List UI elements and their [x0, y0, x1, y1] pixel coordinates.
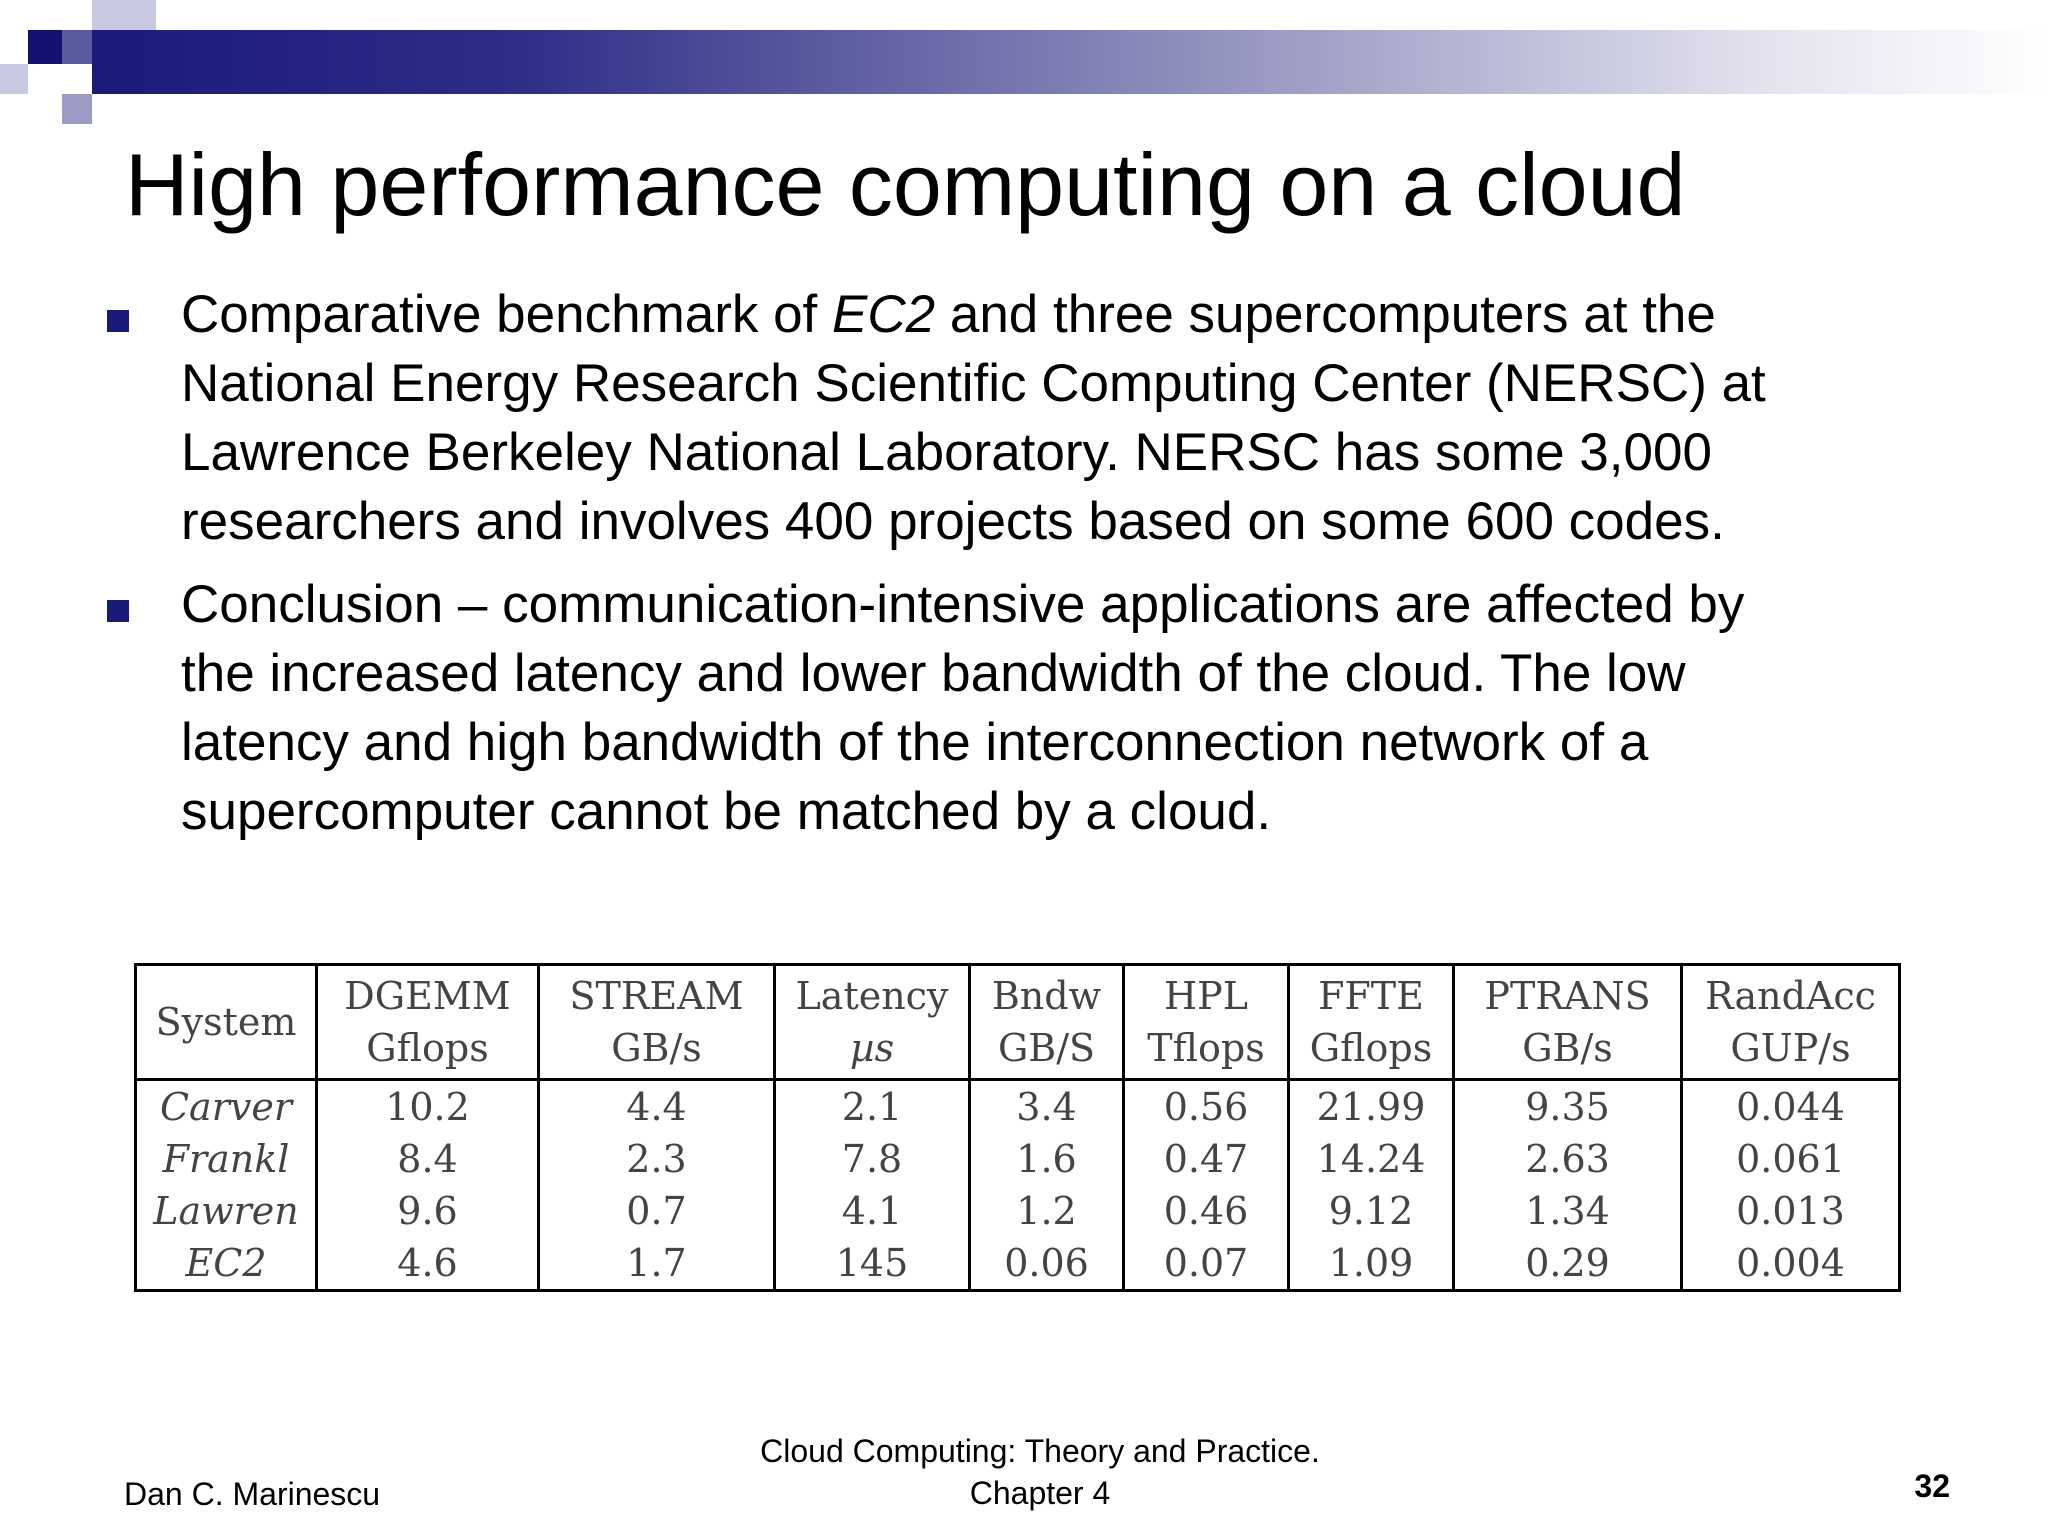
table-row — [136, 1133, 1900, 1185]
bullet-line: the increased latency and lower bandwidth of the cloud. The low — [181, 644, 1686, 703]
bullet-line: latency and high bandwidth of the interconnection network of a — [181, 713, 1649, 772]
bullet-line — [181, 280, 2005, 349]
table-cell-system: Carver — [136, 1080, 317, 1134]
table-cell: 3.4 — [970, 1080, 1124, 1134]
table-cell: 21.99 — [1289, 1080, 1454, 1134]
bullet-line: researchers and involves 400 projects based on some 600 codes. — [181, 492, 1725, 551]
table-header-cell: FFTE Gflops — [1289, 965, 1454, 1080]
table-row — [136, 1185, 1900, 1237]
table-cell: 0.004 — [1682, 1237, 1900, 1291]
table-cell: 0.46 — [1124, 1185, 1289, 1237]
bullet-item — [105, 280, 2005, 556]
table-cell: 14.24 — [1289, 1133, 1454, 1185]
page-number: 32 — [1914, 1468, 1950, 1504]
table-header-cell: DGEMM Gflops — [317, 965, 539, 1080]
table-row — [136, 1237, 1900, 1291]
text-run: and three supercomputers at the — [935, 285, 1716, 344]
table-cell: 9.12 — [1289, 1185, 1454, 1237]
table-cell: 0.47 — [1124, 1133, 1289, 1185]
table-cell: 4.4 — [539, 1080, 775, 1134]
header-decor-square — [92, 0, 156, 30]
table-cell: 7.8 — [775, 1133, 970, 1185]
table-cell: 0.56 — [1124, 1080, 1289, 1134]
header-decor-square — [62, 30, 92, 64]
header-decor-square — [28, 30, 62, 64]
table-cell: 1.2 — [970, 1185, 1124, 1237]
bullet-line: National Energy Research Scientific Computing Center (NERSC) at — [181, 354, 1766, 413]
table-cell-system: Frankl — [136, 1133, 317, 1185]
footer-book-line: Cloud Computing: Theory and Practice. — [760, 1433, 1320, 1469]
table-header-cell: PTRANS GB/s — [1454, 965, 1682, 1080]
slide-title: High performance computing on a cloud — [125, 135, 1686, 234]
table-header-row — [136, 965, 1900, 1080]
table-cell: 1.6 — [970, 1133, 1124, 1185]
bullet-square-icon — [107, 310, 129, 332]
table-header-cell: HPL Tflops — [1124, 965, 1289, 1080]
header-gradient-bar — [92, 30, 2048, 94]
table-cell: 1.34 — [1454, 1185, 1682, 1237]
benchmark-table — [134, 963, 1901, 1292]
table-cell: 8.4 — [317, 1133, 539, 1185]
table-cell: 10.2 — [317, 1080, 539, 1134]
bullet-list — [105, 280, 2005, 860]
table-cell-system: Lawren — [136, 1185, 317, 1237]
footer-book-title — [690, 1430, 1390, 1514]
table-cell: 0.06 — [970, 1237, 1124, 1291]
bullet-line: supercomputer cannot be matched by a cloud. — [181, 782, 1272, 841]
table-header-cell: Latency µs — [775, 965, 970, 1080]
table-cell-system: EC2 — [136, 1237, 317, 1291]
table-cell: 0.061 — [1682, 1133, 1900, 1185]
table-cell: 145 — [775, 1237, 970, 1291]
table-cell: 9.35 — [1454, 1080, 1682, 1134]
footer-chapter: Chapter 4 — [969, 1475, 1111, 1511]
table-header-cell: RandAcc GUP/s — [1682, 965, 1900, 1080]
table-cell: 2.1 — [775, 1080, 970, 1134]
table-cell: 4.1 — [775, 1185, 970, 1237]
table-header-cell: STREAM GB/s — [539, 965, 775, 1080]
table-cell: 2.63 — [1454, 1133, 1682, 1185]
emphasis-ec2: EC2 — [832, 285, 936, 344]
table-cell: 0.7 — [539, 1185, 775, 1237]
bullet-line: Lawrence Berkeley National Laboratory. NERSC has some 3,000 — [181, 423, 1712, 482]
table-cell: 0.07 — [1124, 1237, 1289, 1291]
header-decor-square — [62, 94, 92, 124]
footer-author: Dan C. Marinescu — [124, 1476, 381, 1512]
table-cell: 1.09 — [1289, 1237, 1454, 1291]
text-run: Comparative benchmark of — [181, 285, 833, 344]
table-cell: 2.3 — [539, 1133, 775, 1185]
table-cell: 0.044 — [1682, 1080, 1900, 1134]
bullet-item — [105, 570, 2005, 846]
table-cell: 0.29 — [1454, 1237, 1682, 1291]
table-cell: 0.013 — [1682, 1185, 1900, 1237]
table-cell: 1.7 — [539, 1237, 775, 1291]
header-decor-square — [0, 64, 28, 94]
table-header-cell: System — [136, 965, 317, 1080]
table-cell: 9.6 — [317, 1185, 539, 1237]
table-row — [136, 1080, 1900, 1134]
bullet-line: Conclusion – communication-intensive applications are affected by — [181, 575, 1745, 634]
table-cell: 4.6 — [317, 1237, 539, 1291]
table-header-cell: Bndw GB/S — [970, 965, 1124, 1080]
bullet-square-icon — [107, 600, 129, 622]
